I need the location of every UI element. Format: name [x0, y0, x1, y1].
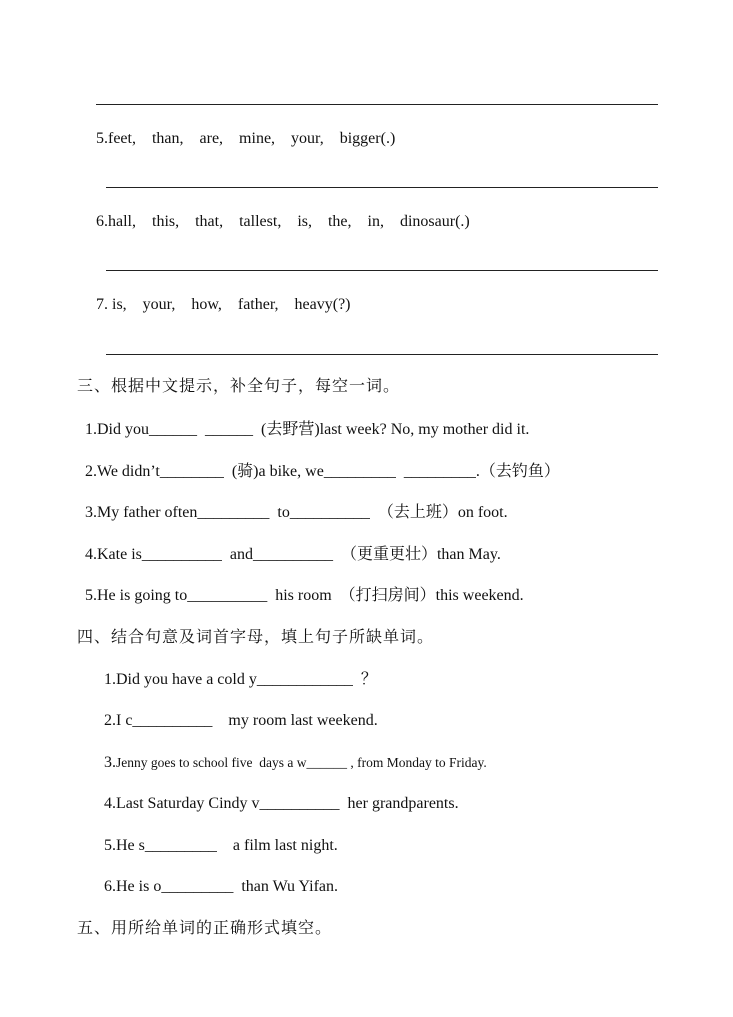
section-3-heading: 三、根据中文提示，补全句子，每空一词。 — [77, 378, 401, 395]
initial-letter-question-1: 1.Did you have a cold y____________ ？ — [104, 671, 377, 688]
fill-question-5: 5.He is going to__________ his room （打扫房间）this weekend. — [85, 587, 524, 604]
initial-letter-question-3 — [104, 753, 487, 773]
initial-letter-question-5: 5.He s_________ a film last night. — [104, 837, 338, 854]
section-4-heading: 四、结合句意及词首字母，填上句子所缺单词。 — [77, 629, 435, 646]
reorder-question-5: 5.feet, than, are, mine, your, bigger(.) — [96, 130, 396, 147]
initial-letter-question-4: 4.Last Saturday Cindy v__________ her grandparents. — [104, 795, 459, 812]
fill-question-2: 2.We didn’t________ (骑)a bike, we_________ _________.（去钓鱼） — [85, 463, 560, 480]
initial-letter-question-6: 6.He is o_________ than Wu Yifan. — [104, 878, 338, 895]
fill-question-4: 4.Kate is__________ and__________ （更重更壮）than May. — [85, 546, 501, 563]
question-number: 3. — [104, 754, 116, 771]
reorder-question-7: 7. is, your, how, father, heavy(?) — [96, 296, 351, 313]
section-5-heading: 五、用所给单词的正确形式填空。 — [77, 920, 333, 937]
answer-line — [106, 354, 658, 355]
answer-line — [106, 270, 658, 271]
answer-line — [106, 187, 658, 188]
fill-question-1: 1.Did you______ ______ (去野营)last week? No, my mother did it. — [85, 421, 530, 438]
answer-line — [96, 104, 658, 105]
reorder-question-6: 6.hall, this, that, tallest, is, the, in, dinosaur(.) — [96, 213, 470, 230]
initial-letter-question-2: 2.I c__________ my room last weekend. — [104, 712, 378, 729]
question-text: Jenny goes to school five days a w______ , from Monday to Friday. — [116, 755, 487, 770]
fill-question-3: 3.My father often_________ to__________ （去上班）on foot. — [85, 504, 508, 521]
